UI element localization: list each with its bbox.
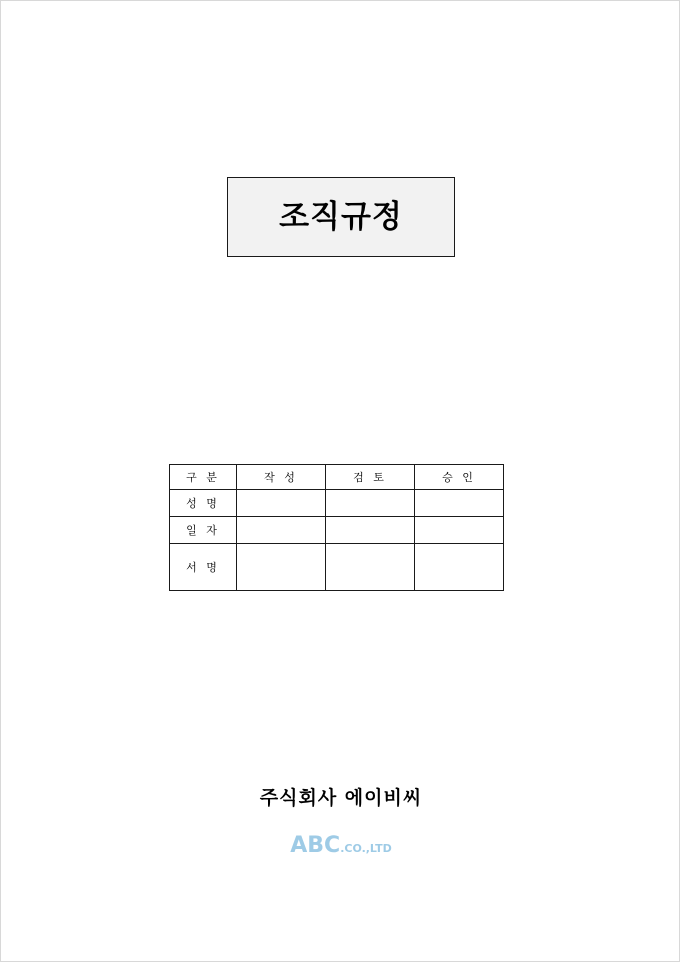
table-header-cell-reviewed: 검 토 bbox=[326, 465, 415, 490]
cell-signature-prepared[interactable] bbox=[237, 544, 326, 591]
table-row bbox=[170, 544, 504, 591]
row-label-name: 성 명 bbox=[170, 490, 237, 517]
cell-name-prepared[interactable] bbox=[237, 490, 326, 517]
cell-date-reviewed[interactable] bbox=[326, 517, 415, 544]
table-header-cell-prepared: 작 성 bbox=[237, 465, 326, 490]
table-row bbox=[170, 490, 504, 517]
table-header-cell-division: 구 분 bbox=[170, 465, 237, 490]
table-row bbox=[170, 517, 504, 544]
cell-date-approved[interactable] bbox=[415, 517, 504, 544]
page-title: 조직규정 bbox=[279, 198, 403, 235]
table-header-cell-approved: 승 인 bbox=[415, 465, 504, 490]
cell-date-prepared[interactable] bbox=[237, 517, 326, 544]
company-name: 주식회사 에이비씨 bbox=[259, 787, 423, 809]
cell-name-approved[interactable] bbox=[415, 490, 504, 517]
logo-suffix-text: .CO.,LTD bbox=[340, 842, 392, 855]
company-logo bbox=[1, 833, 680, 858]
cell-name-reviewed[interactable] bbox=[326, 490, 415, 517]
cell-signature-reviewed[interactable] bbox=[326, 544, 415, 591]
logo-mark-text: ABC bbox=[290, 833, 341, 858]
cell-signature-approved[interactable] bbox=[415, 544, 504, 591]
row-label-date: 일 자 bbox=[170, 517, 237, 544]
table-header-row bbox=[170, 465, 504, 490]
row-label-signature: 서 명 bbox=[170, 544, 237, 591]
document-title-box bbox=[227, 177, 455, 257]
approval-table bbox=[169, 464, 504, 591]
